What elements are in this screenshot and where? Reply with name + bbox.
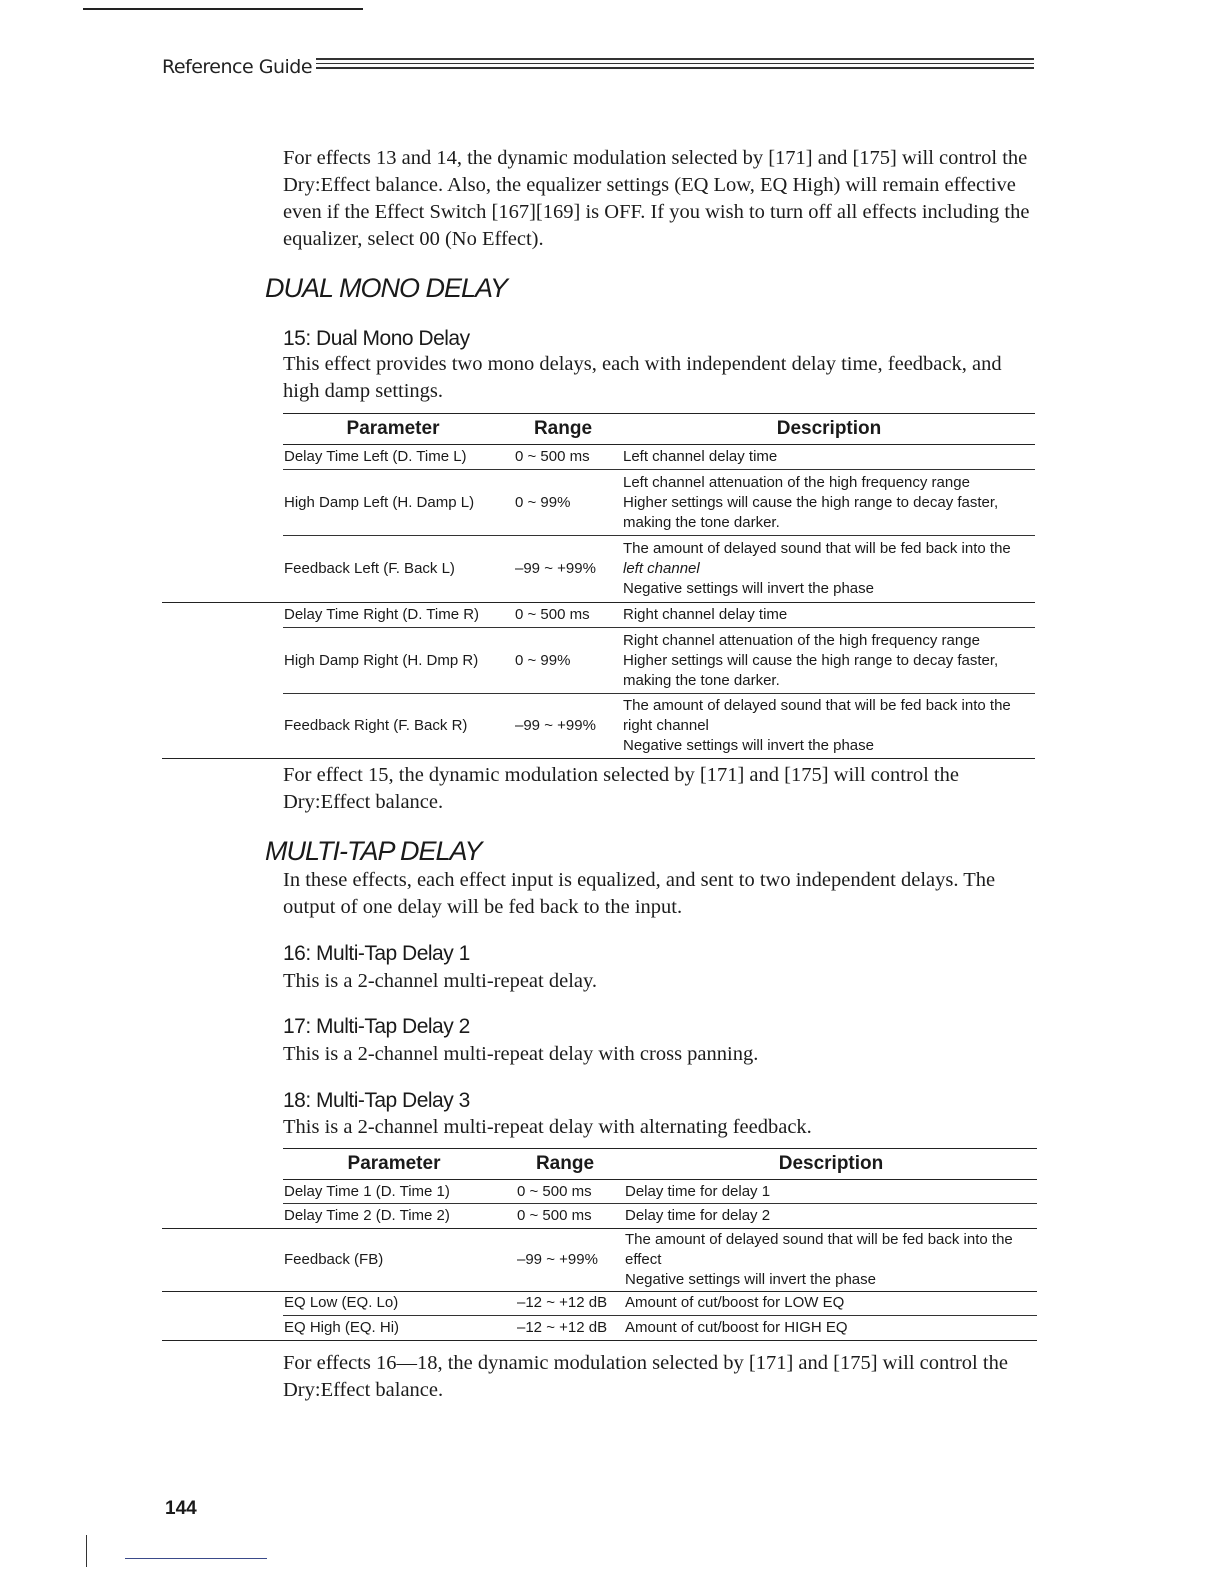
section-heading-multi-tap-delay: MULTI-TAP DELAY <box>265 836 482 866</box>
table-row <box>283 1180 1037 1204</box>
param-cell: Delay Time 2 (D. Time 2) <box>283 1204 505 1228</box>
description-line: Amount of cut/boost for LOW EQ <box>625 1294 845 1312</box>
description-cell <box>623 470 1035 536</box>
range-cell: –99 ~ +99% <box>503 536 623 602</box>
description-line: effect <box>625 1250 662 1268</box>
description-line: The amount of delayed sound that will be fed back into the <box>623 696 1011 714</box>
table-row <box>283 628 1035 694</box>
dual-mono-delay-table <box>162 413 1035 759</box>
range-cell: –12 ~ +12 dB <box>517 1294 608 1312</box>
range-cell: 0 ~ 500 ms <box>515 605 590 623</box>
param-cell: EQ High (EQ. Hi) <box>283 1316 505 1340</box>
running-header: Reference Guide <box>162 56 313 78</box>
effect-description-17: This is a 2-channel multi-repeat delay with cross panning. <box>283 1043 759 1065</box>
range-cell: –99 ~ +99% <box>503 694 623 758</box>
param-cell: High Damp Right (H. Dmp R) <box>283 628 503 694</box>
table-row <box>283 445 1035 470</box>
description-cell <box>625 1204 1037 1228</box>
description-line: Left channel delay time <box>623 448 778 465</box>
range-cell: 0 ~ 500 ms <box>515 448 590 465</box>
description-cell <box>623 694 1035 758</box>
description-line: Left channel attenuation of the high frequency range <box>623 473 970 491</box>
intro-paragraph: For effects 13 and 14, the dynamic modulation selected by [171] and [175] will control the Dry:Effect balance. Also, the equalizer settings (EQ Low, EQ High) will remain effective even if the Effect Switch [167][169] is OFF. If you wish to turn off all effects including the equalizer, select 00 (No Effect). <box>283 147 1030 250</box>
description-cell <box>623 445 1035 470</box>
description-cell <box>623 536 1035 602</box>
description-line: Delay time for delay 2 <box>625 1206 771 1224</box>
column-header-range: Range <box>533 418 593 439</box>
description-line: Negative settings will invert the phase <box>623 579 874 597</box>
param-cell: Feedback Left (F. Back L) <box>283 536 503 602</box>
column-header-description: Description <box>776 418 882 439</box>
effect-title-17: 17: Multi-Tap Delay 2 <box>283 1015 470 1038</box>
column-header-parameter: Parameter <box>347 1153 441 1174</box>
effect-description-15: This effect provides two mono delays, each with independent delay time, feedback, and high damp settings. <box>283 353 1002 402</box>
param-cell: Delay Time Right (D. Time R) <box>284 605 480 623</box>
description-cell <box>623 628 1035 694</box>
margin-mark <box>86 1535 87 1567</box>
column-header-parameter: Parameter <box>346 418 440 439</box>
multi-tap-intro: In these effects, each effect input is equalized, and sent to two independent delays. The output of one delay will be fed back to the input. <box>283 869 996 918</box>
description-line: Higher settings will cause the high range to decay faster, <box>623 651 999 669</box>
description-line: The amount of delayed sound that will be fed back into the <box>625 1230 1013 1248</box>
table-row <box>283 1316 1037 1340</box>
range-cell: 0 ~ 500 ms <box>505 1204 625 1228</box>
description-line: right channel <box>623 716 709 734</box>
section-heading-dual-mono-delay: DUAL MONO DELAY <box>265 273 508 303</box>
range-cell: –99 ~ +99% <box>517 1250 598 1268</box>
param-cell: EQ Low (EQ. Lo) <box>284 1294 399 1312</box>
param-cell: High Damp Left (H. Damp L) <box>283 470 503 536</box>
table-row <box>283 694 1035 758</box>
table-row <box>283 536 1035 602</box>
range-cell: 0 ~ 500 ms <box>517 1182 592 1200</box>
effect-title-16: 16: Multi-Tap Delay 1 <box>283 942 470 965</box>
effect-title-18: 18: Multi-Tap Delay 3 <box>283 1089 470 1112</box>
description-cell <box>625 1180 1037 1204</box>
range-cell: 0 ~ 99% <box>503 628 623 694</box>
param-cell: Delay Time Left (D. Time L) <box>284 448 467 465</box>
multi-tap-note: For effects 16—18, the dynamic modulation selected by [171] and [175] will control the Dry:Effect balance. <box>283 1352 1008 1401</box>
range-cell: –12 ~ +12 dB <box>505 1316 625 1340</box>
table-row <box>283 1229 1037 1291</box>
param-cell: Feedback Right (F. Back R) <box>283 694 503 758</box>
top-rule <box>83 8 363 10</box>
description-cell <box>625 1316 1037 1340</box>
column-header-description: Description <box>778 1153 884 1174</box>
description-line: Negative settings will invert the phase <box>625 1270 876 1288</box>
description-cell <box>625 1229 1037 1291</box>
description-line: Right channel delay time <box>623 605 788 623</box>
description-cell <box>625 1292 1037 1316</box>
description-line: Delay time for delay 1 <box>625 1182 771 1200</box>
table-header-row <box>283 414 1035 445</box>
range-cell: 0 ~ 99% <box>503 470 623 536</box>
effect-description-16: This is a 2-channel multi-repeat delay. <box>283 970 598 992</box>
bottom-rule <box>125 1558 267 1559</box>
effect-description-18: This is a 2-channel multi-repeat delay with alternating feedback. <box>283 1116 812 1138</box>
table-row <box>283 1292 1037 1316</box>
param-cell: Feedback (FB) <box>284 1250 384 1268</box>
description-line: Amount of cut/boost for HIGH EQ <box>625 1318 848 1336</box>
description-line: Negative settings will invert the phase <box>623 736 874 754</box>
table-row <box>283 603 1035 628</box>
column-header-range: Range <box>535 1153 595 1174</box>
table-row <box>283 470 1035 536</box>
param-cell: Delay Time 1 (D. Time 1) <box>284 1182 450 1200</box>
page-number: 144 <box>165 1498 197 1519</box>
description-line: Higher settings will cause the high range to decay faster, <box>623 493 999 511</box>
description-line: Right channel attenuation of the high frequency range <box>623 631 980 649</box>
multi-tap-delay-table <box>162 1148 1037 1341</box>
table-header-row <box>283 1149 1037 1180</box>
description-line: left channel <box>623 559 700 577</box>
header-rule-lines <box>316 58 1034 72</box>
description-line: making the tone darker. <box>623 671 780 689</box>
effect-title-15: 15: Dual Mono Delay <box>283 327 470 350</box>
dual-mono-note: For effect 15, the dynamic modulation selected by [171] and [175] will control the Dry:Effect balance. <box>283 764 959 813</box>
description-line: The amount of delayed sound that will be fed back into the <box>623 539 1011 557</box>
description-cell <box>623 603 1035 628</box>
table-row <box>283 1204 1037 1228</box>
description-line: making the tone darker. <box>623 513 780 531</box>
